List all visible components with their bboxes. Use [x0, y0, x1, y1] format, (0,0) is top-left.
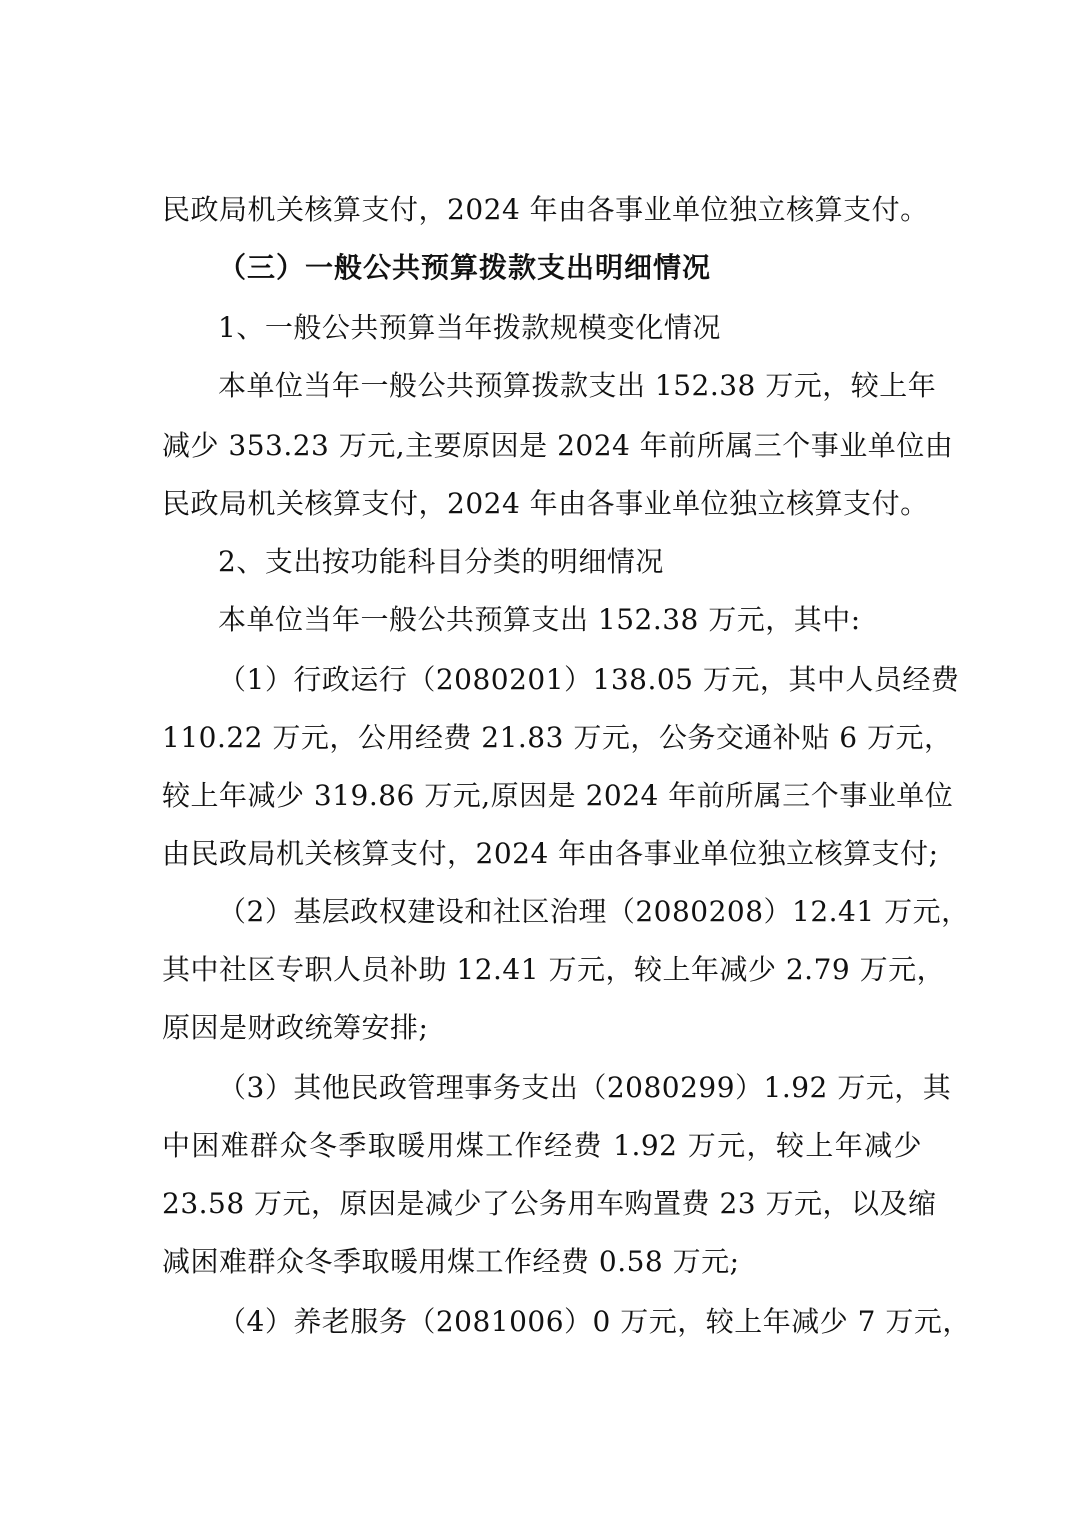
- paragraph-line: 较上年减少 319.86 万元,原因是 2024 年前所属三个事业单位: [162, 779, 954, 812]
- paragraph-line: 原因是财政统筹安排;: [162, 1011, 429, 1044]
- paragraph-line: （3）其他民政管理事务支出（2080299）1.92 万元，其: [218, 1071, 952, 1104]
- section-heading: （三）一般公共预算拨款支出明细情况: [218, 251, 712, 284]
- paragraph-line: （1）行政运行（2080201）138.05 万元，其中人员经费: [218, 663, 960, 696]
- paragraph-line: （4）养老服务（2081006）0 万元，较上年减少 7 万元，: [218, 1305, 971, 1338]
- paragraph-line: 民政局机关核算支付，2024 年由各事业单位独立核算支付。: [162, 193, 929, 226]
- paragraph-line: 23.58 万元，原因是减少了公务用车购置费 23 万元，以及缩: [162, 1187, 937, 1220]
- paragraph-line: 减困难群众冬季取暖用煤工作经费 0.58 万元;: [162, 1245, 740, 1278]
- paragraph-line: 中困难群众冬季取暖用煤工作经费 1.92 万元，较上年减少: [162, 1129, 922, 1162]
- paragraph-line: 由民政局机关核算支付，2024 年由各事业单位独立核算支付;: [162, 837, 939, 870]
- paragraph-line: （2）基层政权建设和社区治理（2080208）12.41 万元，: [218, 895, 970, 928]
- paragraph-line: 民政局机关核算支付，2024 年由各事业单位独立核算支付。: [162, 487, 929, 520]
- paragraph-line: 110.22 万元，公用经费 21.83 万元，公务交通补贴 6 万元，: [162, 721, 953, 754]
- paragraph-line: 其中社区专职人员补助 12.41 万元，较上年减少 2.79 万元，: [162, 953, 946, 986]
- subsection-heading: 2、支出按功能科目分类的明细情况: [218, 545, 664, 578]
- subsection-heading: 1、一般公共预算当年拨款规模变化情况: [218, 311, 721, 344]
- paragraph-line: 本单位当年一般公共预算拨款支出 152.38 万元，较上年: [218, 369, 937, 402]
- paragraph-line: 本单位当年一般公共预算支出 152.38 万元，其中:: [218, 603, 861, 636]
- paragraph-line: 减少 353.23 万元,主要原因是 2024 年前所属三个事业单位由: [162, 429, 954, 462]
